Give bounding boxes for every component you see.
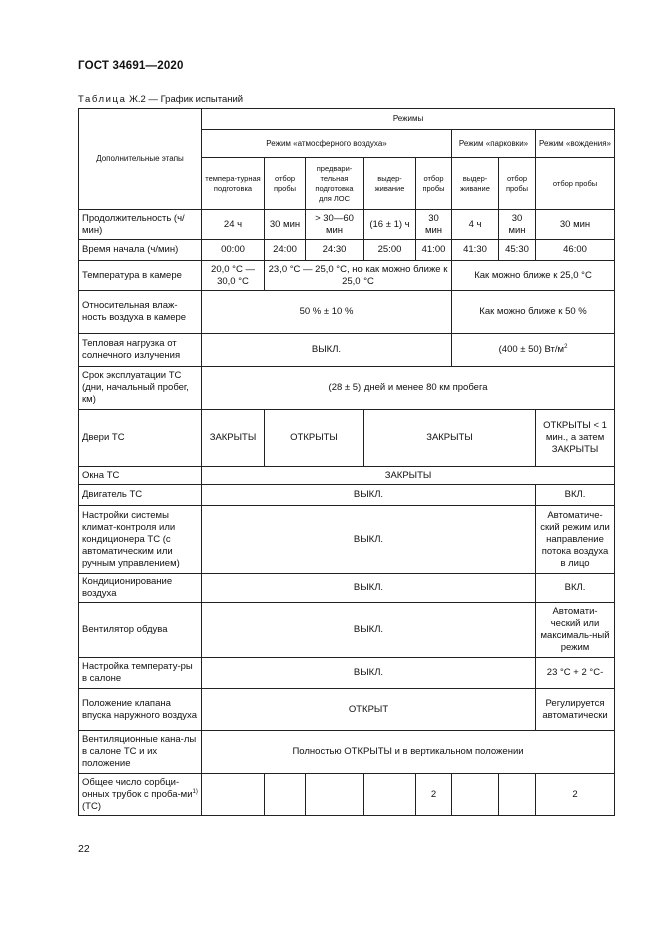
table-cell: 30 мин <box>536 210 615 240</box>
col-header-modes: Режимы <box>202 109 615 130</box>
sub-header: отбор пробы <box>536 158 615 210</box>
col-header-stages: Дополнительные этапы <box>79 109 202 210</box>
row-label: Настройки системы климат-контроля или кондиционера ТС (с автоматическим или ручным управлением) <box>79 506 202 574</box>
sub-header: выдер-живание <box>364 158 416 210</box>
page-number: 22 <box>78 843 90 855</box>
table-cell: 41:00 <box>416 240 452 261</box>
table-cell <box>202 774 265 816</box>
table-cell: 23,0 °С — 25,0 °С, но как можно ближе к 25,0 °С <box>265 261 452 291</box>
table-row <box>79 291 615 334</box>
sub-header: отбор пробы <box>499 158 536 210</box>
table-cell <box>265 774 306 816</box>
table-cell: > 30—60 мин <box>306 210 364 240</box>
table-cell: ЗАКРЫТЫ <box>364 410 536 467</box>
row-label: Время начала (ч/мин) <box>79 240 202 261</box>
table-cell: ЗАКРЫТЫ <box>202 467 615 485</box>
table-cell: (16 ± 1) ч <box>364 210 416 240</box>
table-cell: Как можно ближе к 25,0 °С <box>452 261 615 291</box>
table-cell: 30 мин <box>499 210 536 240</box>
row-label: Кондиционирование воздуха <box>79 574 202 603</box>
table-row <box>79 367 615 410</box>
table-cell: 25:00 <box>364 240 416 261</box>
table-row <box>79 574 615 603</box>
table-row <box>79 334 615 367</box>
table-row <box>79 603 615 658</box>
solar-value: (400 ± 50) Вт/м <box>498 344 565 355</box>
table-cell: ВЫКЛ. <box>202 658 536 689</box>
table-cell: ВЫКЛ. <box>202 574 536 603</box>
table-cell: 24:30 <box>306 240 364 261</box>
table-cell: 24:00 <box>265 240 306 261</box>
table-cell: 46:00 <box>536 240 615 261</box>
table-row <box>79 485 615 506</box>
table-cell: ВЫКЛ. <box>202 485 536 506</box>
row-label: Настройка температу-ры в салоне <box>79 658 202 689</box>
table-cell: (28 ± 5) дней и менее 80 км пробега <box>202 367 615 410</box>
row-label: Продолжительность (ч/мин) <box>79 210 202 240</box>
table-cell: ЗАКРЫТЫ <box>202 410 265 467</box>
table-cell: 23 °С + 2 °С- <box>536 658 615 689</box>
table-row <box>79 506 615 574</box>
sub-header: выдер-живание <box>452 158 499 210</box>
table-cell: ВЫКЛ. <box>202 506 536 574</box>
table-row <box>79 410 615 467</box>
table-row <box>79 467 615 485</box>
table-cell: 30 мин <box>265 210 306 240</box>
table-cell: ВКЛ. <box>536 574 615 603</box>
row-label: Относительная влаж-ность воздуха в камере <box>79 291 202 334</box>
table-row <box>79 774 615 816</box>
table-cell: ОТКРЫТЫ <box>265 410 364 467</box>
table-cell: 45:30 <box>499 240 536 261</box>
table-cell: 41:30 <box>452 240 499 261</box>
footnote-ref: 1) <box>192 788 198 795</box>
table-row <box>79 261 615 291</box>
table-cell <box>452 774 499 816</box>
table-caption <box>78 94 243 105</box>
table-cell: ВКЛ. <box>536 485 615 506</box>
tubes-label: Общее число сорбци-онных трубок с проба-ми <box>82 776 193 800</box>
table-cell: ОТКРЫТЫ < 1 мин., а затем ЗАКРЫТЫ <box>536 410 615 467</box>
table-row <box>79 210 615 240</box>
table-cell: 2 <box>536 774 615 816</box>
table-cell <box>364 774 416 816</box>
table-cell <box>306 774 364 816</box>
table-row <box>79 689 615 731</box>
row-label: Двери ТС <box>79 410 202 467</box>
row-label: Положение клапана впуска наружного воздуха <box>79 689 202 731</box>
row-label: Тепловая нагрузка от солнечного излучения <box>79 334 202 367</box>
sub-header: темпера-турная подготовка <box>202 158 265 210</box>
row-label: Срок эксплуатации ТС (дни, начальный пробег, км) <box>79 367 202 410</box>
mode-atmospheric: Режим «атмосферного воздуха» <box>202 130 452 158</box>
row-label: Вентиляционные кана-лы в салоне ТС и их положение <box>79 731 202 774</box>
table-cell: 2 <box>416 774 452 816</box>
table-cell: 00:00 <box>202 240 265 261</box>
table-row <box>79 240 615 261</box>
sub-header: предвари-тельная подготовка для ЛОС <box>306 158 364 210</box>
mode-driving: Режим «вождения» <box>536 130 615 158</box>
table-cell: Как можно ближе к 50 % <box>452 291 615 334</box>
row-label: Двигатель ТС <box>79 485 202 506</box>
caption-prefix: Таблица <box>78 94 127 105</box>
table-cell: 20,0 °С — 30,0 °С <box>202 261 265 291</box>
sub-header: отбор пробы <box>265 158 306 210</box>
row-label: Вентилятор обдува <box>79 603 202 658</box>
table-cell: Автоматиче-ский режим или направление потока воздуха в лицо <box>536 506 615 574</box>
standard-header: ГОСТ 34691—2020 <box>78 60 184 72</box>
table-cell: 24 ч <box>202 210 265 240</box>
caption-number: Ж.2 <box>126 94 146 105</box>
table-cell: 50 % ± 10 % <box>202 291 452 334</box>
table-cell: ОТКРЫТ <box>202 689 536 731</box>
table-cell: Полностью ОТКРЫТЫ и в вертикальном положении <box>202 731 615 774</box>
table-cell: 30 мин <box>416 210 452 240</box>
sub-header: отбор пробы <box>416 158 452 210</box>
table-row <box>79 658 615 689</box>
row-label: Температура в камере <box>79 261 202 291</box>
table-cell: ВЫКЛ. <box>202 334 452 367</box>
table-cell <box>452 334 615 367</box>
row-label: Окна ТС <box>79 467 202 485</box>
table-cell: Регулируется автоматически <box>536 689 615 731</box>
table-cell: Автомати-ческий или максималь-ный режим <box>536 603 615 658</box>
table-cell <box>499 774 536 816</box>
table-row <box>79 731 615 774</box>
table-cell: ВЫКЛ. <box>202 603 536 658</box>
solar-value-superscript: 2 <box>564 343 568 350</box>
row-label <box>79 774 202 816</box>
table-cell: 4 ч <box>452 210 499 240</box>
caption-title: — График испытаний <box>145 94 244 105</box>
tubes-label-suffix: (ТС) <box>82 800 101 812</box>
mode-parking: Режим «парковки» <box>452 130 536 158</box>
test-schedule-table <box>78 108 615 816</box>
